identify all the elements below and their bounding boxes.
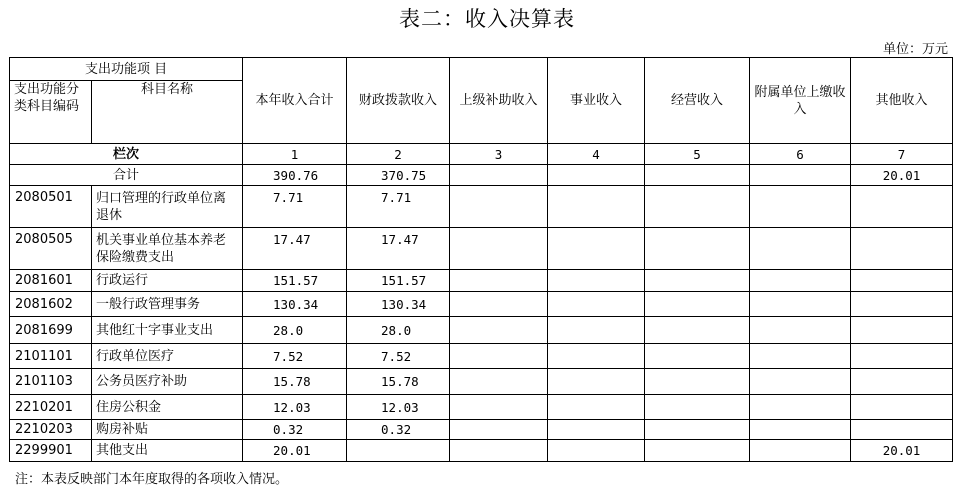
- column-number: 6: [750, 144, 851, 165]
- table-row: [10, 228, 953, 270]
- row-cell: [548, 270, 645, 292]
- row-cell: [450, 344, 548, 369]
- row-cell: [347, 440, 450, 462]
- row-name: 行政单位医疗: [92, 344, 243, 369]
- row-name: 归口管理的行政单位离退休: [92, 186, 243, 228]
- table-row: [10, 317, 953, 344]
- row-cell: [548, 317, 645, 344]
- row-name: 机关事业单位基本养老保险缴费支出: [92, 228, 243, 270]
- row-cell: [645, 292, 750, 317]
- row-cell: [548, 228, 645, 270]
- row-name: 其他红十字事业支出: [92, 317, 243, 344]
- row-cell: [450, 420, 548, 440]
- row-cell: [548, 344, 645, 369]
- row-cell: 0.32: [347, 420, 450, 440]
- col-header-fiscal: 财政拨款收入: [347, 58, 450, 144]
- total-cell: [548, 165, 645, 186]
- row-cell: [450, 317, 548, 344]
- row-cell: [750, 344, 851, 369]
- row-name: 购房补贴: [92, 420, 243, 440]
- row-cell: 151.57: [243, 270, 347, 292]
- row-cell: [450, 228, 548, 270]
- row-code: 2081699: [10, 317, 92, 344]
- total-cell: 20.01: [851, 165, 953, 186]
- row-cell: [450, 395, 548, 420]
- row-cell: [645, 344, 750, 369]
- col-header-operating: 经营收入: [645, 58, 750, 144]
- row-cell: 7.71: [243, 186, 347, 228]
- row-cell: [750, 420, 851, 440]
- total-label: 合计: [10, 165, 243, 186]
- row-code: 2210201: [10, 395, 92, 420]
- row-cell: [750, 369, 851, 395]
- row-cell: [450, 186, 548, 228]
- unit-label: 单位：万元: [882, 42, 948, 57]
- row-cell: [548, 369, 645, 395]
- row-cell: [750, 292, 851, 317]
- page-title: 表二：收入决算表: [399, 7, 575, 31]
- row-cell: 12.03: [243, 395, 347, 420]
- row-cell: 12.03: [347, 395, 450, 420]
- column-number-row: [10, 144, 953, 165]
- row-cell: [548, 292, 645, 317]
- row-cell: 0.32: [243, 420, 347, 440]
- table-row: [10, 270, 953, 292]
- row-cell: 17.47: [347, 228, 450, 270]
- row-cell: [450, 440, 548, 462]
- row-cell: [645, 440, 750, 462]
- row-cell: 17.47: [243, 228, 347, 270]
- row-cell: [851, 270, 953, 292]
- row-cell: [851, 344, 953, 369]
- row-cell: [851, 292, 953, 317]
- header-row-1: [10, 58, 953, 81]
- column-row-label: 栏次: [10, 144, 243, 165]
- row-cell: [750, 228, 851, 270]
- row-cell: [645, 317, 750, 344]
- col-header-other: 其他收入: [851, 58, 953, 144]
- column-number: 7: [851, 144, 953, 165]
- row-name: 公务员医疗补助: [92, 369, 243, 395]
- row-cell: [645, 186, 750, 228]
- row-cell: [645, 270, 750, 292]
- row-name: 行政运行: [92, 270, 243, 292]
- row-cell: [548, 395, 645, 420]
- table-row: [10, 420, 953, 440]
- row-name: 住房公积金: [92, 395, 243, 420]
- footnote: 注：本表反映部门本年度取得的各项收入情况。: [15, 472, 289, 487]
- row-cell: 20.01: [243, 440, 347, 462]
- column-number: 2: [347, 144, 450, 165]
- row-cell: [645, 228, 750, 270]
- row-cell: [548, 420, 645, 440]
- row-cell: [750, 317, 851, 344]
- table-row: [10, 292, 953, 317]
- row-cell: 151.57: [347, 270, 450, 292]
- income-table: [9, 57, 953, 462]
- row-cell: 7.71: [347, 186, 450, 228]
- row-code: 2101103: [10, 369, 92, 395]
- column-number: 1: [243, 144, 347, 165]
- total-cell: 390.76: [243, 165, 347, 186]
- row-cell: [750, 186, 851, 228]
- col-header-business: 事业收入: [548, 58, 645, 144]
- row-code: 2081601: [10, 270, 92, 292]
- row-cell: 15.78: [243, 369, 347, 395]
- row-cell: 7.52: [243, 344, 347, 369]
- row-cell: [851, 369, 953, 395]
- function-item-header: 支出功能项 目: [10, 58, 243, 81]
- col-header-total: 本年收入合计: [243, 58, 347, 144]
- row-code: 2101101: [10, 344, 92, 369]
- row-cell: 15.78: [347, 369, 450, 395]
- row-cell: [645, 395, 750, 420]
- row-cell: [851, 420, 953, 440]
- row-name: 一般行政管理事务: [92, 292, 243, 317]
- total-row: [10, 165, 953, 186]
- table-row: [10, 395, 953, 420]
- row-code: 2080501: [10, 186, 92, 228]
- table-row: [10, 344, 953, 369]
- row-cell: [548, 186, 645, 228]
- name-col-header: 科目名称: [92, 81, 243, 144]
- total-cell: [750, 165, 851, 186]
- row-code: 2210203: [10, 420, 92, 440]
- table-row: [10, 186, 953, 228]
- row-cell: 7.52: [347, 344, 450, 369]
- row-cell: [548, 440, 645, 462]
- row-cell: 130.34: [243, 292, 347, 317]
- row-cell: [645, 420, 750, 440]
- column-number: 3: [450, 144, 548, 165]
- row-cell: 28.0: [243, 317, 347, 344]
- row-code: 2081602: [10, 292, 92, 317]
- row-cell: [851, 186, 953, 228]
- column-number: 5: [645, 144, 750, 165]
- row-cell: [851, 228, 953, 270]
- row-cell: [750, 270, 851, 292]
- col-header-affiliated: 附属单位上缴收入: [750, 58, 851, 144]
- row-cell: [750, 440, 851, 462]
- row-code: 2299901: [10, 440, 92, 462]
- total-cell: [645, 165, 750, 186]
- total-cell: 370.75: [347, 165, 450, 186]
- row-cell: [450, 369, 548, 395]
- code-col-header: 支出功能分类科目编码: [10, 81, 92, 144]
- row-name: 其他支出: [92, 440, 243, 462]
- row-cell: [645, 369, 750, 395]
- row-cell: [851, 317, 953, 344]
- table-row: [10, 369, 953, 395]
- total-cell: [450, 165, 548, 186]
- row-code: 2080505: [10, 228, 92, 270]
- row-cell: [450, 270, 548, 292]
- row-cell: [450, 292, 548, 317]
- table-row: [10, 440, 953, 462]
- row-cell: [750, 395, 851, 420]
- row-cell: [851, 395, 953, 420]
- col-header-superior-subsidy: 上级补助收入: [450, 58, 548, 144]
- row-cell: 130.34: [347, 292, 450, 317]
- row-cell: 28.0: [347, 317, 450, 344]
- column-number: 4: [548, 144, 645, 165]
- row-cell: 20.01: [851, 440, 953, 462]
